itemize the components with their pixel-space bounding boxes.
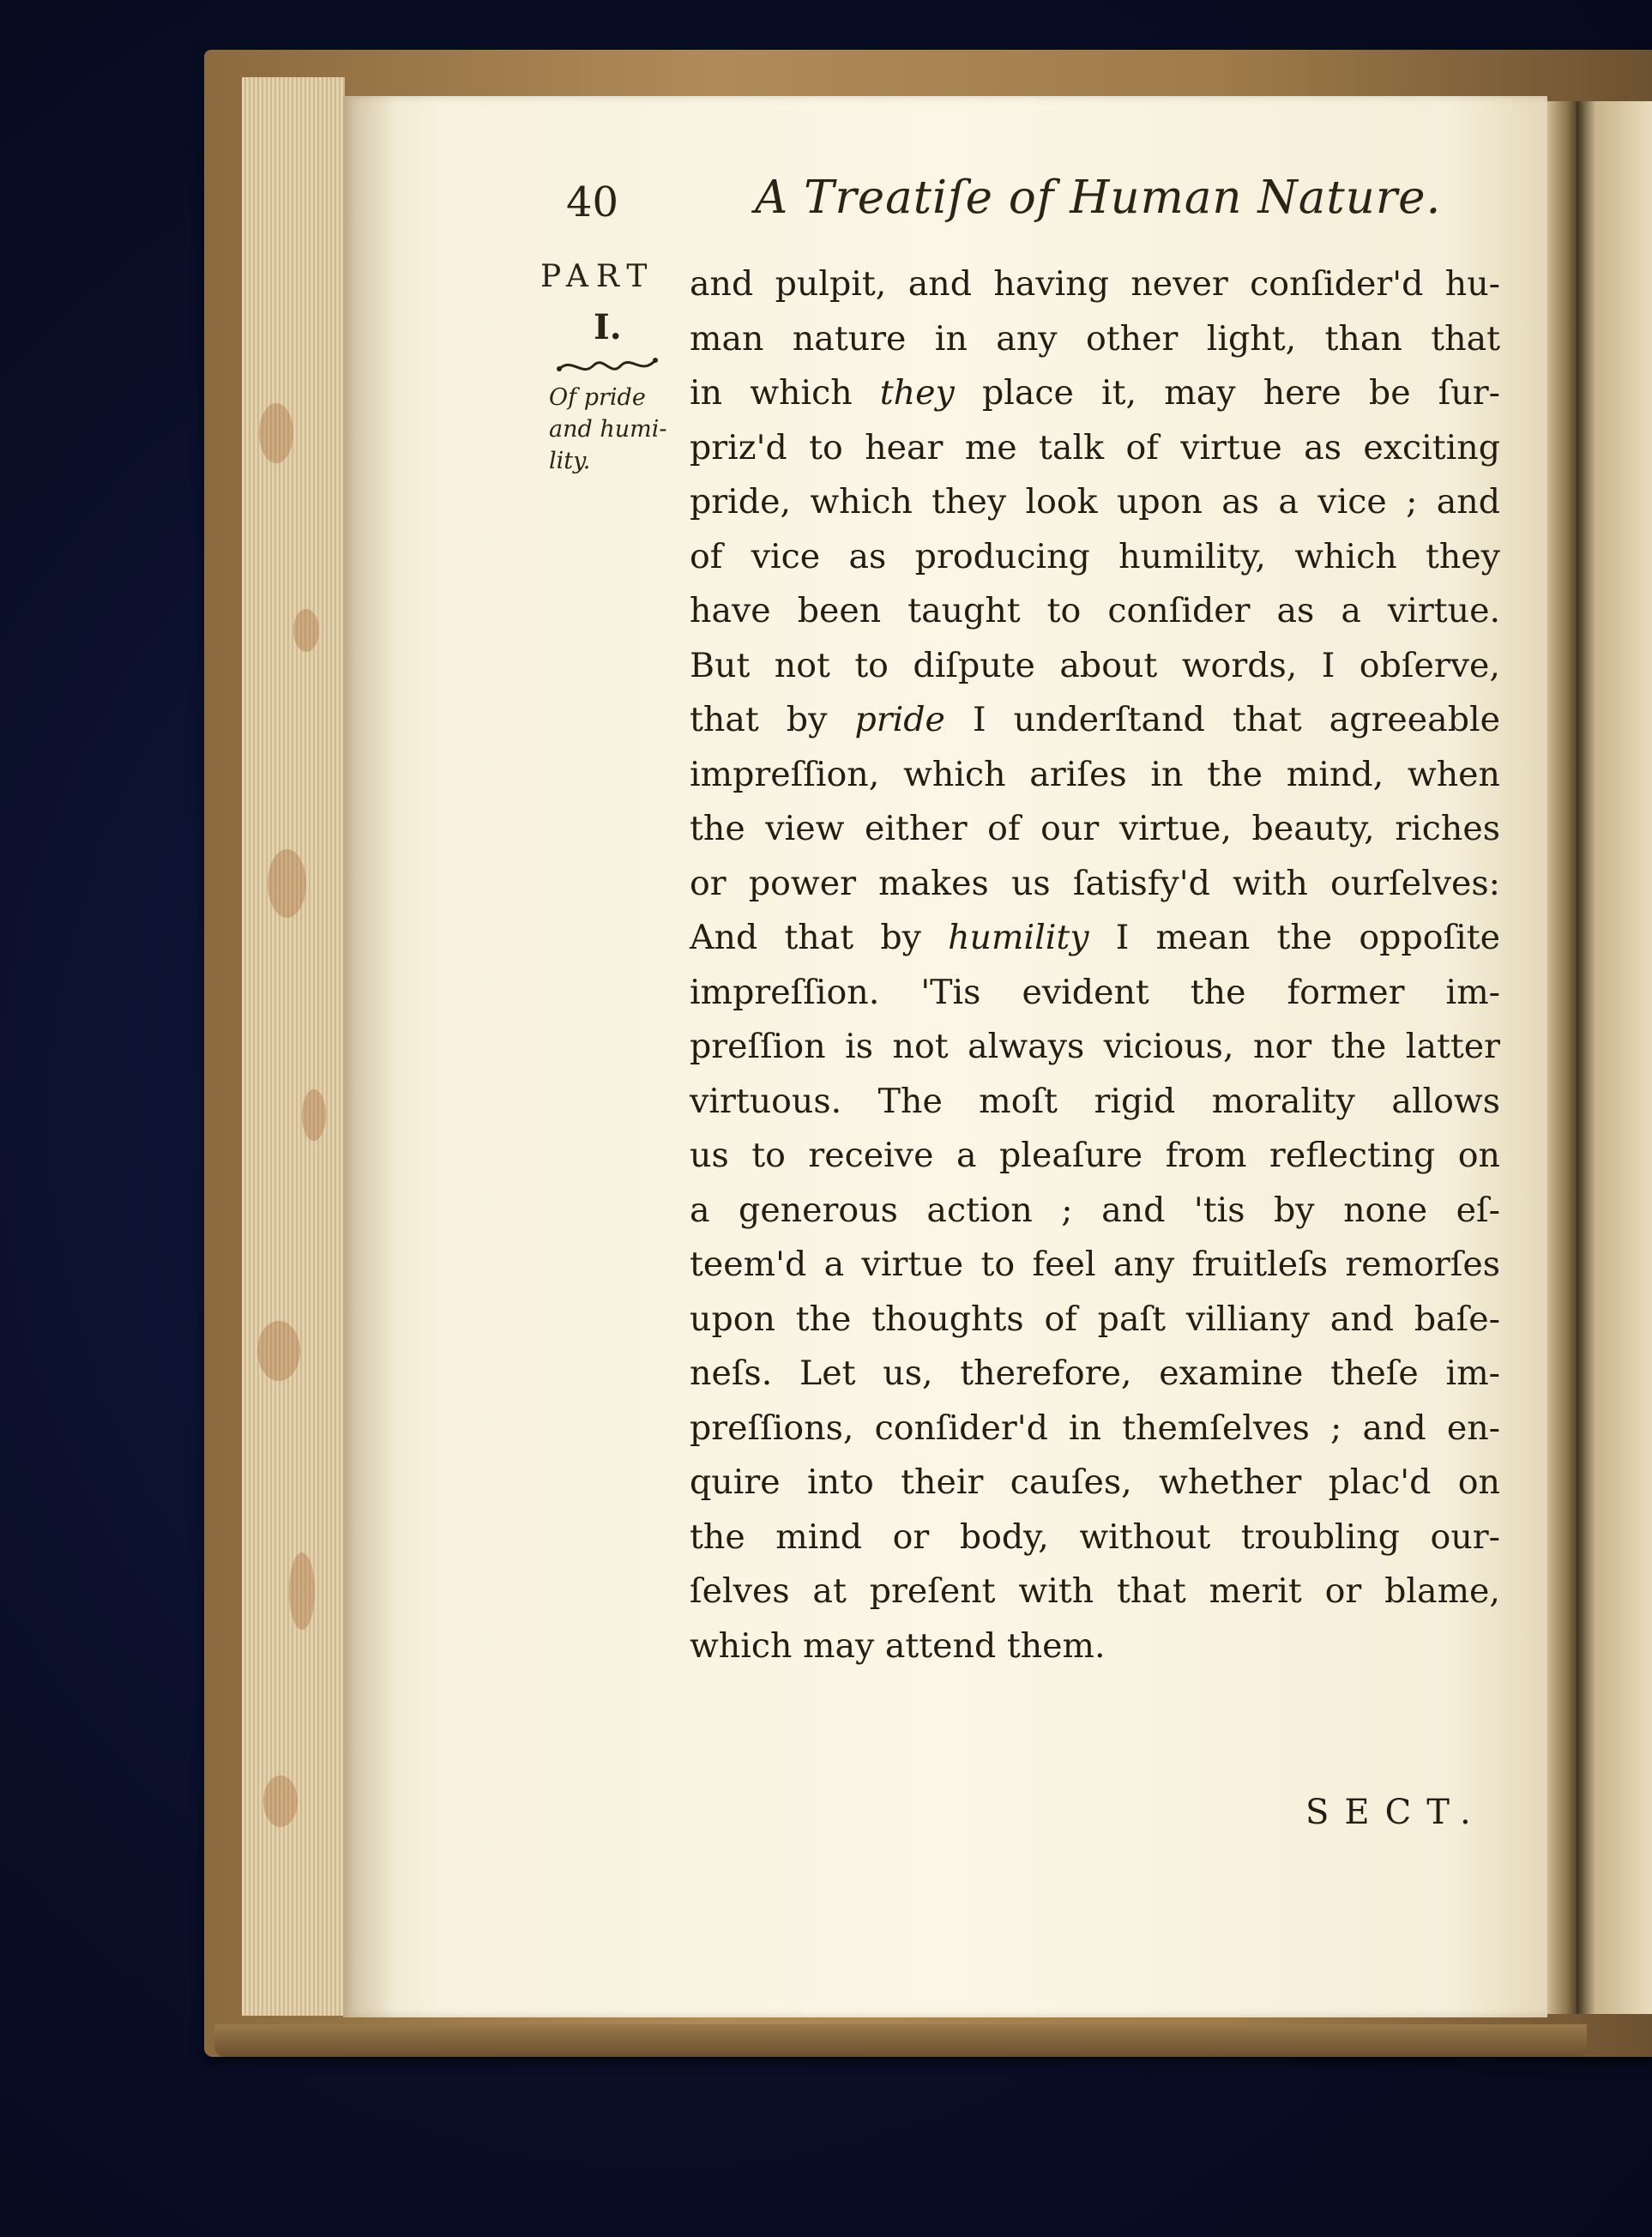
text-line: preſſion is not always vicious, nor the latter [690,1027,1500,1066]
text-line: ſelves at preſent with that merit or blame, [690,1571,1500,1611]
board-edge [214,2024,1587,2057]
text-line: the view either of our virtue, beauty, riches [690,809,1500,848]
text-line: and pulpit, and having never conſider'd hu- [690,264,1500,304]
text-line: or power makes us ſatisfy'd with ourſelves: [690,863,1500,903]
margin-note-line: and humi- [549,416,667,443]
margin-note-line: Of pride [549,384,646,411]
page-number: 40 [566,178,619,226]
text-line: man nature in any other light, than that [690,318,1500,359]
text-line: impreſſion. 'Tis evident the former im- [690,972,1500,1012]
text-line: upon the thoughts of paſt villiany and baſe- [690,1299,1500,1339]
text-line: a generous action ; and 'tis by none eſ- [690,1190,1500,1230]
running-title: A Treatiſe of Human Nature. [755,172,1442,224]
italic-word: humility [948,918,1089,957]
part-label: PART [540,259,655,294]
text-line: And that by humility I mean the oppoſite [690,918,1500,957]
text-line: of vice as producing humility, which they [690,536,1500,576]
text-line: which may attend them. [690,1625,1106,1666]
text-line: impreſſion, which ariſes in the mind, when [690,754,1500,794]
text-line: priz'd to hear me talk of virtue as exciting [690,427,1500,467]
facing-page [1577,101,1652,2014]
text-line: have been taught to conſider as a virtue. [690,591,1500,630]
catchword: SECT. [1305,1793,1486,1832]
text-line: in which they place it, may here be ſur- [690,373,1500,413]
text-line: quire into their cauſes, whether plac'd on [690,1462,1500,1502]
text-line: neſs. Let us, therefore, examine theſe im- [690,1354,1500,1393]
gutter-shadow [343,96,395,2017]
text-line: us to receive a pleaſure from reflecting on [690,1136,1500,1175]
text-line: pride, which they look upon as a vice ; and [690,482,1500,522]
italic-word: pride [854,700,945,739]
ornament-icon [556,352,659,381]
margin-note-line: lity. [549,448,591,474]
text-line: that by pride I underſtand that agreeable [690,700,1500,739]
text-line: preſſions, conſider'd in themſelves ; and en- [690,1408,1500,1448]
margin-note [549,382,669,477]
body-text [690,257,1500,1673]
page-edges [242,77,345,2016]
text-line: But not to diſpute about words, I obſerve, [690,645,1500,685]
part-number: I. [594,307,622,347]
text-line: teem'd a virtue to feel any fruitleſs remorſes [690,1245,1500,1284]
text-line: virtuous. The moſt rigid morality allows [690,1081,1500,1121]
italic-word: they [879,373,955,413]
text-line: the mind or body, without troubling our- [690,1516,1500,1557]
